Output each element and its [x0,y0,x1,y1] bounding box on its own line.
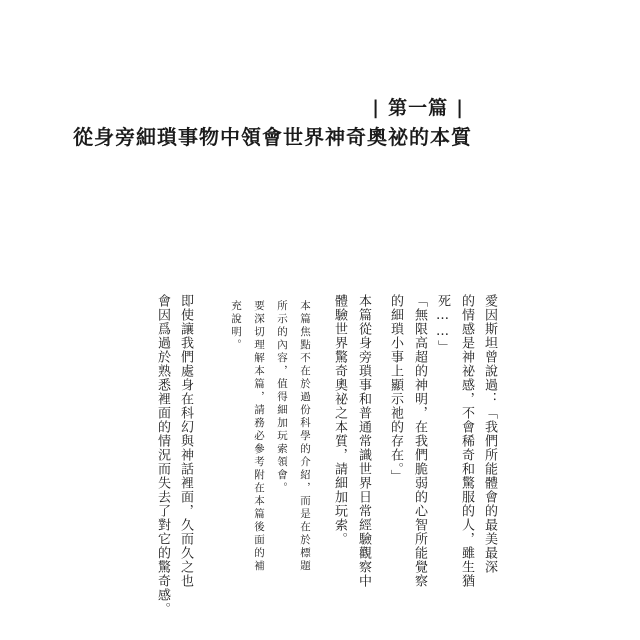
part-label [364,93,472,120]
divider-bar-left: | [372,97,381,119]
text-column: 「無限高超的神明，在我們脆弱的心智所能覺察 [412,294,427,588]
text-column: 愛因斯坦曾說過：「我們所能體會的最美最深 [482,294,497,574]
text-column: 死……」 [435,294,450,354]
note-column: 要深切理解本篇，請務必參考附在本篇後面的補 [253,300,265,573]
chapter-title: 從身旁細瑣事物中領會世界神奇奧祕的本質 [73,125,472,149]
note-column: 充說明。 [230,300,242,352]
text-column: 的細瑣小事上顯示祂的存在。」 [388,294,403,484]
divider-bar-right: | [456,97,464,119]
part-number: 第一篇 [388,97,449,119]
text-column: 即使讓我們處身在科幻與神話裡面，久而久之也 [178,294,193,588]
note-column: 所示的內容，值得細加玩索領會。 [276,300,288,495]
note-column: 本篇焦點不在於過份科學的介紹，而是在於標題 [299,300,311,573]
text-column: 會因爲過於熟悉裡面的情況而失去了對它的驚奇感。 [155,294,170,616]
text-column: 體驗世界驚奇奧祕之本質，請細加玩索。 [332,294,347,546]
text-column: 本篇從身旁瑣事和普通常識世界日常經驗觀察中 [356,294,371,588]
text-column: 的情感是神祕感，不會稀奇和驚服的人，雖生猶 [459,294,474,588]
